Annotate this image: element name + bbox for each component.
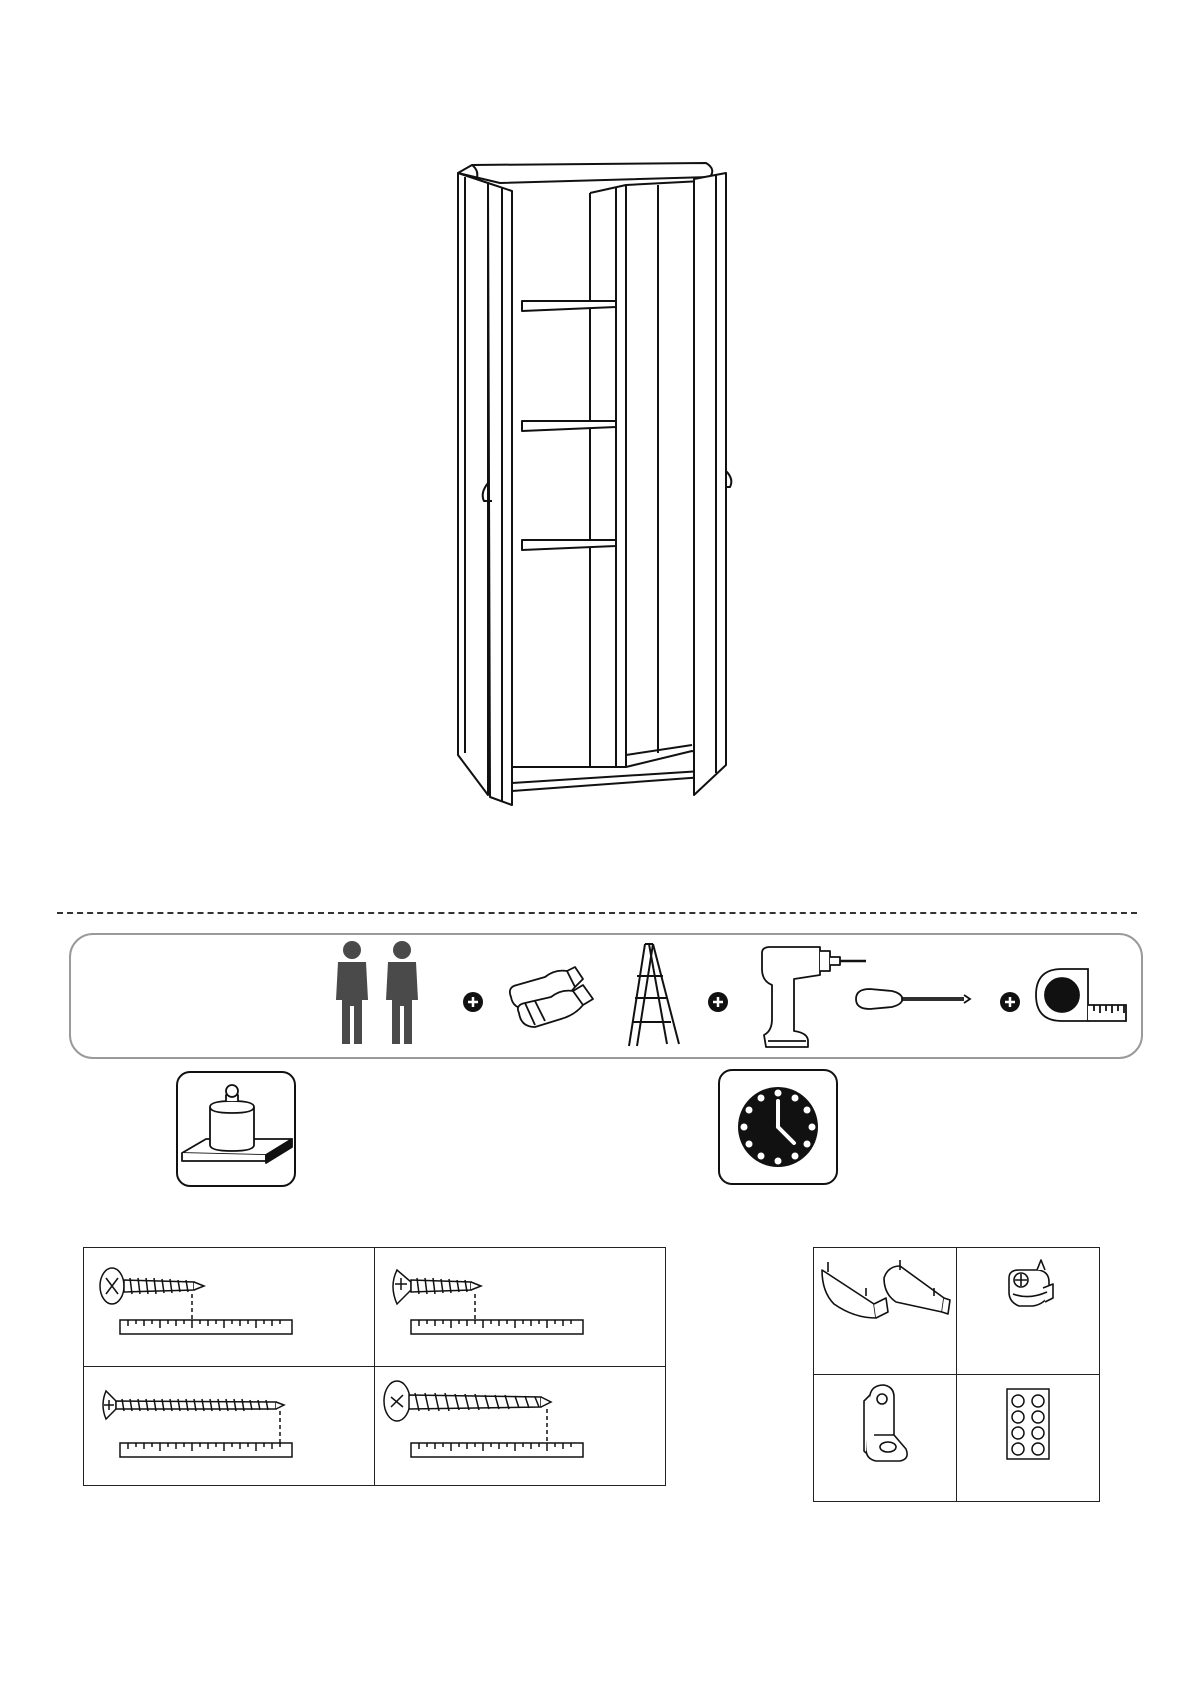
tape-measure-icon — [1032, 965, 1130, 1027]
cabinet-illustration — [440, 155, 770, 815]
screw-2-icon — [375, 1248, 665, 1366]
requirements-banner — [69, 933, 1143, 1059]
bumper-pads-icon — [957, 1375, 1099, 1501]
plus-icon — [708, 992, 728, 1012]
screw-1-icon — [84, 1248, 374, 1366]
weight-icon — [176, 1071, 296, 1187]
plus-icon — [463, 992, 483, 1012]
section-divider — [57, 912, 1137, 914]
hardware-cell — [957, 1248, 1100, 1375]
fittings-table — [813, 1247, 1100, 1502]
hardware-cell — [814, 1248, 957, 1375]
two-people-icon — [330, 940, 430, 1048]
clock-icon — [718, 1069, 838, 1185]
hardware-cell — [375, 1367, 666, 1486]
door-hinge-clip-icon — [957, 1248, 1099, 1374]
wall-bracket-icon — [814, 1375, 956, 1501]
hardware-cell — [84, 1248, 375, 1367]
screwdriver-icon — [852, 985, 972, 1013]
hardware-cell — [814, 1375, 957, 1502]
hardware-cell — [375, 1248, 666, 1367]
screw-4-icon — [375, 1367, 665, 1485]
hardware-cell — [957, 1375, 1100, 1502]
step-ladder-icon — [625, 940, 685, 1050]
handle-pair-icon — [814, 1248, 956, 1374]
screw-hardware-table — [83, 1247, 666, 1486]
hardware-cell — [84, 1367, 375, 1486]
gloves-icon — [505, 963, 605, 1033]
screw-3-icon — [84, 1367, 374, 1485]
plus-icon — [1000, 992, 1020, 1012]
